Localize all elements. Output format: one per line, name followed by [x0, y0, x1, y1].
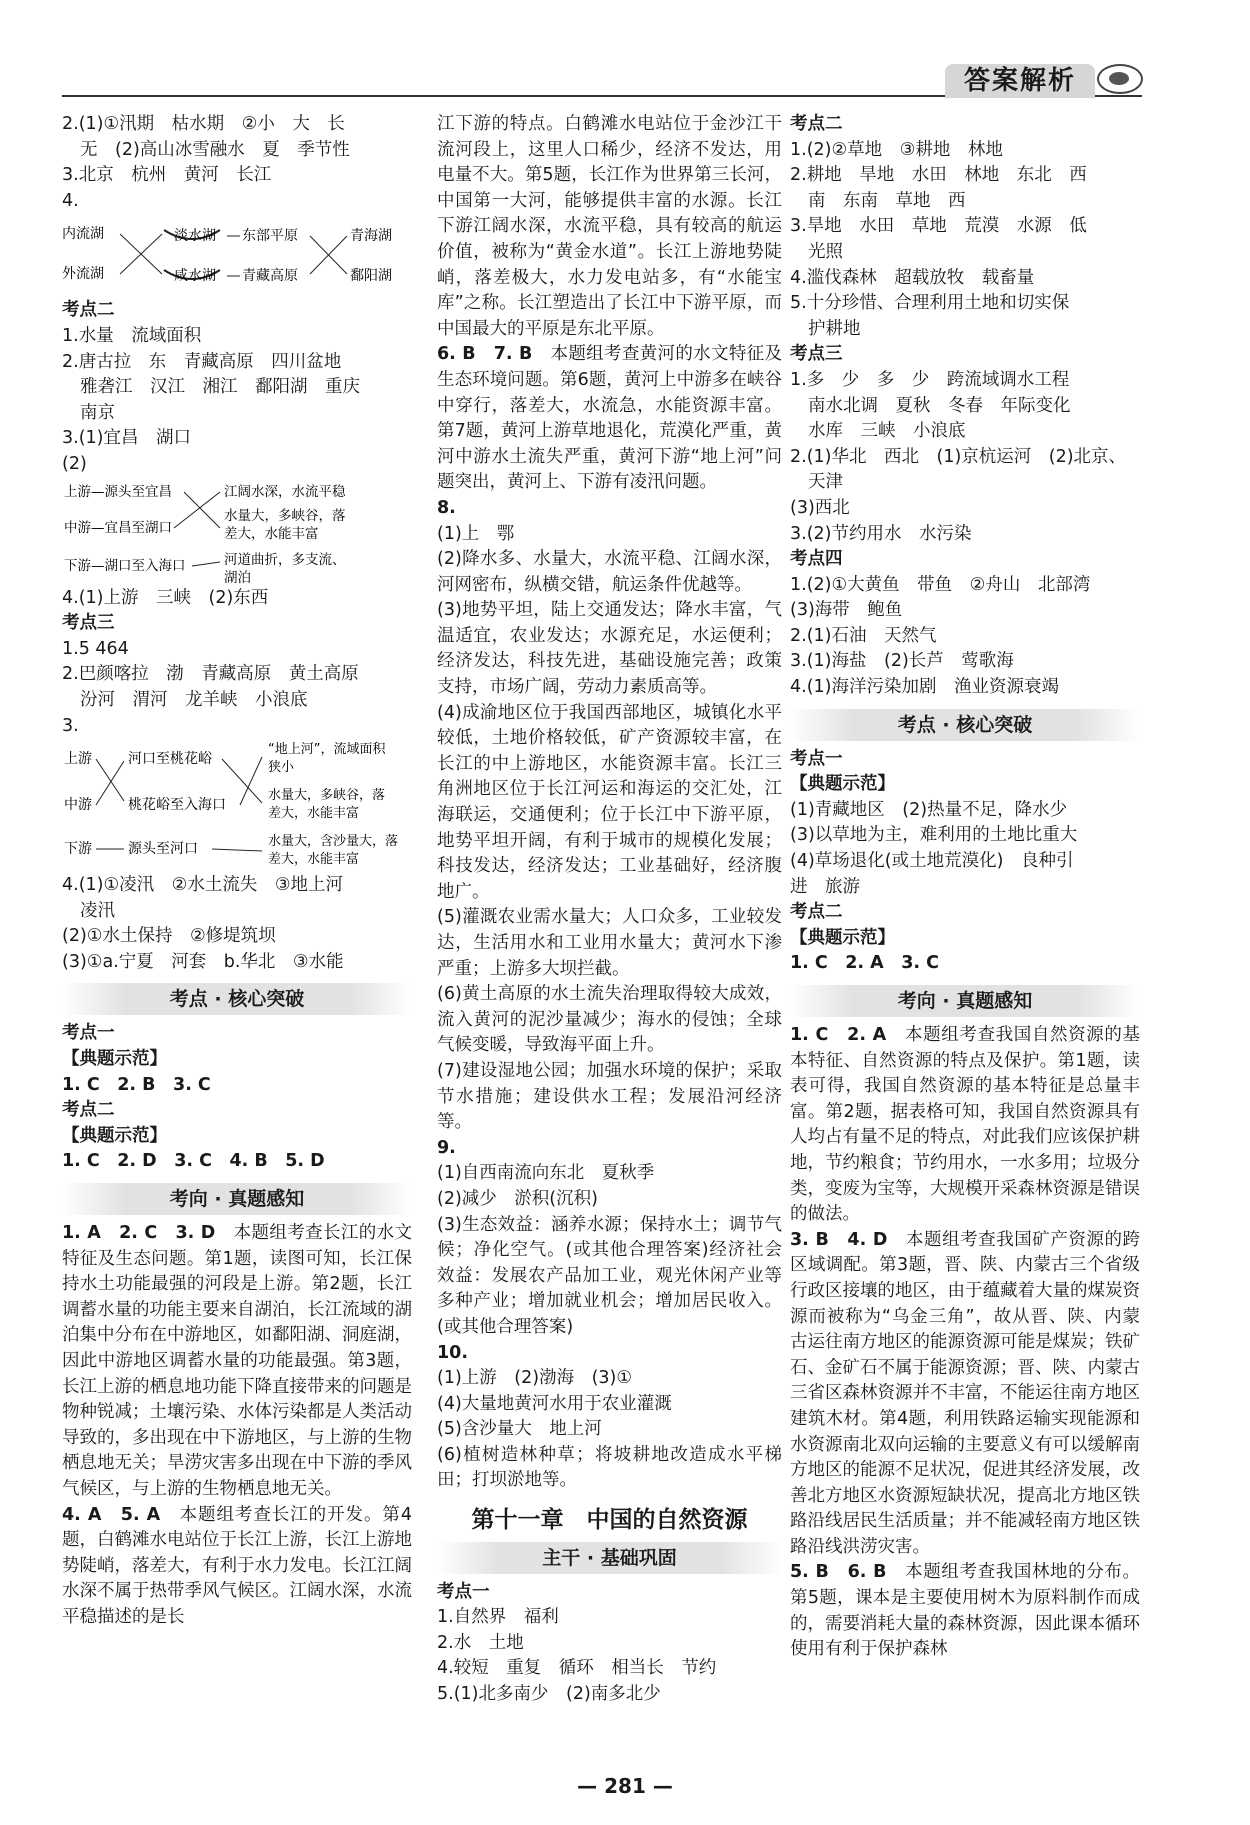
section-heading: 考点四: [790, 549, 843, 570]
answer-line: 1. C 2. B 3. C: [62, 1074, 211, 1095]
answer-block: [437, 522, 782, 1136]
yangtze-diagram: [62, 480, 412, 584]
answer-line: (3)生态效益：涵养水源；保持水土；调节气候；净化空气。(或其他合理答案)经济社会效益：发展农产品加工业，观光休闲产业等多种产业；增加就业机会；增加居民收入。(或其他合理答案): [437, 1214, 782, 1337]
column-3: [790, 112, 1140, 1663]
diagram-label: 上游: [64, 751, 92, 768]
answer-line: 2.水 土地: [437, 1632, 524, 1653]
answer-line: 2.(1)华北 西北 (1)京杭运河 (2)北京、: [790, 446, 1127, 467]
diagram-label: 内流湖: [62, 226, 104, 243]
answer-line: (1)自西南流向东北 夏秋季: [437, 1163, 655, 1184]
explanation: [437, 342, 782, 496]
diagram-label: 江阔水深，水流平稳: [224, 483, 346, 500]
diagram-label: 狭小: [268, 760, 295, 776]
diagram-label: 鄱阳湖: [350, 268, 392, 285]
answer-line: 光照: [808, 241, 843, 262]
answer-key: 10.: [437, 1342, 469, 1363]
diagram-label: 青藏高原: [242, 268, 298, 285]
answer-line: 5.十分珍惜、合理利用土地和切实保: [790, 293, 1070, 314]
explanation-text: 江下游的特点。白鹤滩水电站位于金沙江干流河段上，这里人口稀少，经济不发达，用电量不大。第5题，长江作为世界第三长河，中国第一大河，能够提供丰富的水源。长江下游江阔水深，水流平稳，具有较高的航运价值，被称为“黄金水道”。长江上游地势陡峭，落差极大，水力发电站多，有“水能宝库”之称。长江塑造出了长江中下游平原，而中国最大的平原是东北平原。: [437, 114, 782, 339]
example-heading: 【典题示范】: [790, 927, 895, 948]
answer-line: (6)植树造林种草；将坡耕地改造成水平梯田；打坝淤地等。: [437, 1444, 782, 1491]
section-banner: [790, 985, 1140, 1017]
section-heading: 考点三: [790, 344, 843, 365]
answer-line: (5)灌溉农业需水量大；人口众多，工业较发达，生活用水和工业用水量大；黄河水下渗严重；上游多大坝拦截。: [437, 907, 782, 979]
answer-line: (1)上游 (2)渤海 (3)①: [437, 1368, 633, 1389]
answer-line: 4.(1)上游 三峡 (2)东西: [62, 587, 269, 608]
diagram-label: 差大，水能丰富: [224, 525, 319, 542]
section-heading: 考点二: [790, 902, 843, 923]
banner-label: 考点 · 核心突破: [897, 713, 1033, 736]
answer-line: 3.旱地 水田 草地 荒漠 水源 低: [790, 216, 1087, 237]
answer-line: (2)①水土保持 ②修堤筑坝: [62, 926, 276, 947]
answer-line: 南京: [80, 402, 115, 423]
answer-line: 4.(1)①凌汛 ②水土流失 ③地上河: [62, 875, 344, 896]
section-banner: [437, 1542, 782, 1574]
diagram-label: 中游—宜昌至湖口: [64, 519, 172, 536]
answer-key: 1. A 2. C 3. D: [62, 1223, 216, 1244]
page-number: — 281 —: [577, 1774, 673, 1798]
answer-line: 护耕地: [808, 318, 861, 339]
answer-line: (7)建设湿地公园；加强水环境的保护；采取节水措施；建设供水工程；发展沿河经济等。: [437, 1060, 782, 1133]
diagram-label: 下游—湖口至入海口: [64, 557, 186, 574]
answer-line: 水库 三峡 小浪底: [808, 421, 966, 442]
answer-line: (1)上 鄂: [437, 523, 515, 544]
diagram-label: 水量大，多峡谷，落: [224, 507, 346, 524]
diagram-label: 外流湖: [62, 266, 104, 283]
answer-line: 【典题示范】: [62, 1125, 167, 1146]
example-heading: 【典题示范】: [790, 774, 895, 795]
answer-line: 1.(2)①大黄鱼 带鱼 ②舟山 北部湾: [790, 574, 1091, 595]
answer-line: (3)①a.宁夏 河套 b.华北 ③水能: [62, 951, 344, 972]
answer-block: [437, 1161, 782, 1340]
answer-line: 3.: [62, 715, 79, 736]
diagram-label: 水量大，含沙量大，落: [268, 834, 399, 850]
explanation: [790, 1228, 1140, 1561]
explanation: [790, 1560, 1140, 1662]
section-heading: 考点一: [437, 1581, 490, 1602]
column-2: [437, 112, 782, 1708]
answer-line: 【典题示范】: [62, 1049, 167, 1070]
answer-line: 4.: [62, 190, 79, 211]
answer-line: 2.耕地 旱地 水田 林地 东北 西: [790, 165, 1087, 186]
answer-line: (2): [62, 453, 87, 474]
chapter-title: 第十一章 中国的自然资源: [471, 1507, 748, 1534]
diagram-label: 河道曲折，多支流、: [224, 551, 346, 568]
answer-line: 1.水量 流域面积: [62, 325, 202, 346]
explanation: [62, 1503, 412, 1631]
answer-line: 1. C 2. D 3. C 4. B 5. D: [62, 1151, 325, 1172]
answer-line: 无 (2)高山冰雪融水 夏 季节性: [80, 139, 350, 160]
answer-key: 4. A 5. A: [62, 1504, 161, 1525]
banner-label: 主干 · 基础巩固: [542, 1546, 677, 1569]
answer-line: 5.(1)北多南少 (2)南多北少: [437, 1684, 661, 1705]
diagram-label: 下游: [64, 841, 92, 858]
answer-block: [62, 112, 412, 214]
section-banner: [62, 983, 412, 1015]
answer-line: 汾河 渭河 龙羊峡 小浪底: [80, 689, 308, 710]
banner-label: 考点 · 核心突破: [169, 988, 305, 1011]
diagram-label: 桃花峪至入海口: [128, 797, 226, 814]
answer-line: 南水北调 夏秋 冬春 年际变化: [808, 395, 1071, 416]
diagram-label: 上游—源头至宜昌: [64, 483, 172, 500]
diagram-label: 河口至桃花峪: [128, 751, 212, 768]
banner-label: 考向 · 真题感知: [897, 990, 1033, 1012]
diagram-label: “地上河”，流域面积: [268, 742, 386, 758]
explanation-text: 本题组考查我国林地的分布。第5题，课本是主要使用树木为原料制作而成的，需要消耗大量的森林资源，因此课本循环使用有利于保护森林: [790, 1562, 1140, 1660]
answer-line: 4.较短 重复 循环 相当长 节约: [437, 1658, 717, 1679]
explanation-text: 本题组考查黄河的水文特征及生态环境问题。第6题，黄河上中游多在峡谷中穿行，落差大，水流急，水能资源丰富。第7题，黄河上游草地退化，荒漠化严重，黄河中游水土流失严重，黄河下游“地上河”问题突出，黄河上、下游有凌汛问题。: [437, 344, 782, 493]
section-heading: 考点二: [62, 300, 115, 321]
section-heading: 考点二: [790, 114, 843, 134]
answer-line: 2.巴颜喀拉 渤 青藏高原 黄土高原: [62, 664, 359, 685]
answer-line: (3)海带 鲍鱼: [790, 600, 903, 621]
answer-line: 2.(1)①汛期 枯水期 ②小 大 长: [62, 114, 345, 134]
answer-key: 8.: [437, 497, 456, 518]
answer-block: [790, 573, 1140, 701]
diagram-label: 中游: [64, 797, 92, 814]
answer-line: 3.(2)节约用水 水污染: [790, 523, 972, 544]
answer-line: 雅砻江 汉江 湘江 鄱阳湖 重庆: [80, 377, 360, 398]
answer-line: 进 旅游: [790, 876, 860, 897]
header-title: 答案解析: [945, 64, 1095, 98]
diagram-label: 湖泊: [224, 569, 251, 584]
section-heading: 考点三: [62, 613, 115, 634]
answer-line: (3)以草地为主，难利用的土地比重大: [790, 825, 1078, 846]
answer-line: 2.唐古拉 东 青藏高原 四川盆地: [62, 351, 342, 372]
diagram-label: 源头至河口: [128, 841, 198, 858]
answer-block: [437, 1366, 782, 1494]
answer-key: 5. B 6. B: [790, 1562, 887, 1583]
answer-line: 4.滥伐森林 超载放牧 载畜量: [790, 267, 1035, 288]
answer-line: 3.(1)宜昌 湖口: [62, 428, 191, 449]
explanation: [62, 1221, 412, 1503]
answer-block: [790, 368, 1140, 547]
answer-line: 考点二: [62, 1100, 115, 1121]
explanation-text: 本题组考查长江的水文特征及生态问题。第1题，读图可知，长江保持水土功能最强的河段是上游。第2题，长江调蓄水量的功能主要来自湖泊，长江流域的湖泊集中分布在中游地区，如鄱阳湖、洞庭湖，因此中游地区调蓄水量的功能最强。第3题，长江上游的栖息地功能下降直接带来的问题是物种锐减；土壤污染、水体污染都是人类活动导致的，多出现在中下游地区，与上游的生物栖息地无关；旱涝灾害多出现在中下游的季风气候区，与上游的生物栖息地无关。: [62, 1223, 413, 1499]
answer-line: 3.(1)海盐 (2)长芦 莺歌海: [790, 651, 1014, 672]
section-banner: [790, 709, 1140, 741]
answer-line: (3)地势平坦，陆上交通发达；降水丰富，气温适宜，农业发达；水源充足，水运便利；经济发达，科技先进，基础设施完善；政策支持，市场广阔，劳动力素质高等。: [437, 600, 782, 698]
lake-diagram: [62, 216, 412, 296]
answer-line: 南 东南 草地 西: [808, 190, 966, 211]
answer-line: 1.多 少 多 少 跨流域调水工程: [790, 369, 1070, 390]
answer-line: 1.5 464: [62, 638, 129, 659]
section-banner: [62, 1183, 412, 1215]
explanation-text: 本题组考查我国自然资源的基本特征、自然资源的特点及保护。第1题，读表可得，我国自然资源的基本特征是总量丰富。第2题，据表格可知，我国自然资源具有人均占有量不足的特点，对此我们应该保护耕地，节约粮食；节约用水，一水多用；垃圾分类，变废为宝等，大规模开采森林资源是错误的做法。: [790, 1025, 1140, 1225]
diagram-label: 咸水湖: [174, 268, 216, 285]
answer-line: 考点一: [62, 1023, 115, 1044]
section-heading: 考点一: [790, 748, 843, 769]
explanation-text: 本题组考查长江的开发。第4题，白鹤滩水电站位于长江上游，长江上游地势陡峭，落差大，有利于水力发电。长江江阔水深不属于热带季风气候区。江阔水深，水流平稳描述的是长: [62, 1504, 412, 1627]
answer-key: 3. B 4. D: [790, 1229, 888, 1250]
answer-key: 1. C 2. A 3. C: [790, 953, 939, 974]
yellow-river-diagram: [62, 741, 412, 871]
diagram-label: 水量大，多峡谷，落: [268, 788, 386, 804]
answer-block: [790, 138, 1140, 343]
answer-block: [62, 637, 412, 739]
diagram-label: 差大，水能丰富: [268, 852, 360, 868]
answer-line: (4)草场退化(或土地荒漠化) 良种引: [790, 851, 1074, 872]
answer-line: (2)降水多、水量大，水流平稳、江阔水深，河网密布，纵横交错，航运条件优越等。: [437, 549, 782, 595]
answer-block: [437, 1605, 782, 1707]
logo-icon: [1097, 64, 1143, 94]
answer-line: (2)减少 淤积(沉积): [437, 1188, 598, 1209]
column-1: [62, 112, 412, 1631]
answer-key: 6. B 7. B: [437, 344, 533, 365]
diagram-label: 东部平原: [242, 228, 298, 245]
answer-line: (4)大量地黄河水用于农业灌溉: [437, 1393, 672, 1414]
answer-line: (4)成渝地区位于我国西部地区，城镇化水平较低，土地价格较低，矿产资源较丰富，在长江的中上游地区，水能资源丰富。长江三角洲地区位于长江河运和海运的交汇处，江海联运，交通便利；位于长江中下游平原，地势平坦开阔，有利于城市的规模化发展；科技发达，经济发达；工业基础好，经济腹地广。: [437, 702, 782, 902]
answer-block: [790, 798, 1140, 900]
answer-line: 4.(1)海洋污染加剧 渔业资源衰竭: [790, 677, 1059, 698]
answer-line: (1)青藏地区 (2)热量不足，降水少: [790, 799, 1068, 820]
answer-line: 1.(2)②草地 ③耕地 林地: [790, 139, 1003, 160]
diagram-label: 青海湖: [350, 228, 392, 245]
answer-line: (6)黄土高原的水土流失治理取得较大成效，流入黄河的泥沙量减少；海水的侵蚀；全球气候变暖，导致海平面上升。: [437, 984, 782, 1056]
answer-key: 1. C 2. A: [790, 1025, 887, 1045]
banner-label: 考向 · 真题感知: [169, 1188, 305, 1211]
answer-line: (3)西北: [790, 497, 850, 518]
answer-key: 9.: [437, 1137, 456, 1158]
explanation: [790, 1023, 1140, 1228]
answer-block: [62, 324, 412, 478]
explanation-text: 本题组考查我国矿产资源的跨区域调配。第3题，晋、陕、内蒙古三个省级行政区接壤的地区，由于蕴藏着大量的煤炭资源而被称为“乌金三角”，故从晋、陕、内蒙古运往南方地区的能源资源可能是煤炭；铁矿石、金矿石不属于能源资源；晋、陕、内蒙古三省区森林资源并不丰富，不能运往南方地区建筑木材。第4题，利用铁路运输实现能源和水资源南北双向运输的主要意义有可以缓解南方地区的能源不足状况，促进其经济发展，改善北方地区水资源短缺状况，提高北方地区铁路沿线居民生活质量；并不能减轻南方地区铁路沿线洪涝灾害。: [790, 1229, 1141, 1557]
answer-line: (5)含沙量大 地上河: [437, 1419, 602, 1440]
answer-line: 天津: [808, 472, 843, 493]
answer-line: 2.(1)石油 天然气: [790, 625, 937, 646]
answer-line: 1.自然界 福利: [437, 1607, 559, 1628]
answer-line: 3.北京 杭州 黄河 长江: [62, 165, 272, 186]
diagram-label: 淡水湖: [174, 228, 216, 245]
diagram-label: 差大，水能丰富: [268, 806, 360, 822]
answer-block: [62, 1021, 412, 1175]
answer-block: [62, 873, 412, 975]
answer-line: 凌汛: [80, 900, 115, 921]
